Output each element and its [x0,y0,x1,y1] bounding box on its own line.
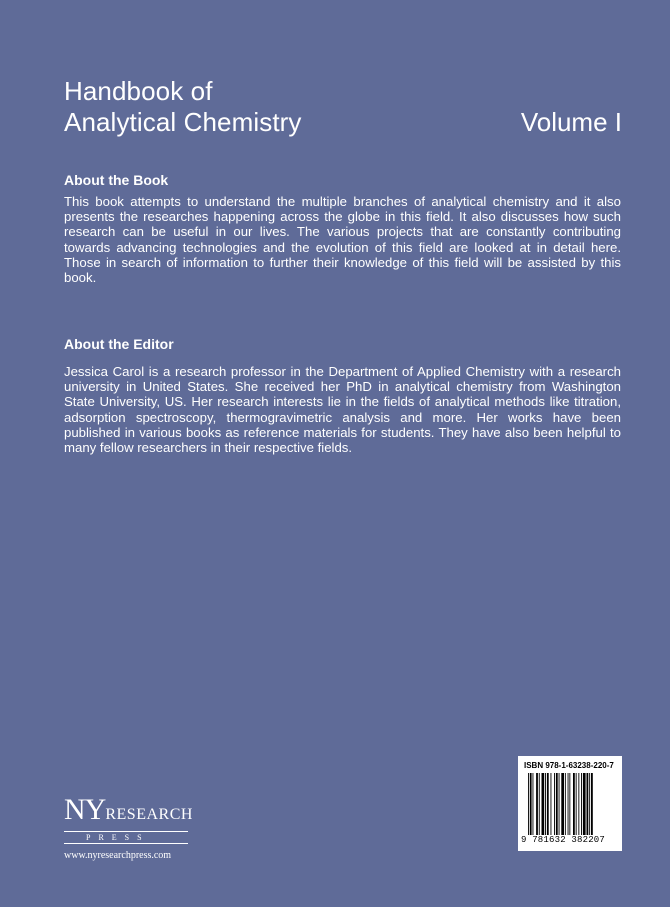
barcode-bar [573,773,575,835]
barcode-bar [591,773,593,835]
barcode-bar [533,773,534,835]
barcode-bar [589,773,590,835]
barcode-bar [559,773,560,835]
barcode-bar [547,773,549,835]
publisher-logo-ny: NY [64,793,106,826]
about-editor-heading: About the Editor [64,336,174,352]
barcode-bar [530,773,532,835]
publisher-logo-research: RESEARCH [105,806,193,823]
barcode-bar [542,773,545,835]
barcode-bar [536,773,538,835]
barcode-bar [583,773,586,835]
barcode-bar [561,773,564,835]
barcode-bar [581,773,582,835]
book-title [64,76,302,138]
volume-label: Volume I [520,107,622,137]
barcode-bar [565,773,566,835]
isbn-label: ISBN 978-1-63238-220-7 [524,761,614,770]
barcode-bar [554,773,555,835]
barcode-bar [578,773,579,835]
about-book-text: This book attempts to understand the multiple branches of analytical chemistry and it also presents the researches happening across the globe in this field. It also discusses how such research can be useful in our lives. The various projects that are constantly contributing towards advancing technologies and the evolution of this field are looked at in detail here. Those in search of information to further their knowledge of this field will be assisted by this book. [64,194,621,286]
barcode-bar [556,773,558,835]
barcode-bar [569,773,570,835]
about-editor-text: Jessica Carol is a research professor in the Department of Applied Chemistry with a research university in United States. She received her PhD in analytical chemistry from Washington State University, US. Her research interests lie in the fields of analytical methods like titration, adsorption spectroscopy, thermogravimetric analysis and more. Her works have been published in various books as reference materials for students. They have also been helpful to many fellow researchers in their respective fields. [64,364,621,456]
barcode-bars [528,773,616,835]
publisher-block [64,795,204,861]
book-title-line1: Handbook of [64,76,213,106]
publisher-rule-bottom [64,843,188,844]
barcode-bar [539,773,540,835]
isbn-barcode [518,756,622,851]
book-title-line2: Analytical Chemistry [64,107,302,137]
about-book-heading: About the Book [64,172,169,188]
barcode-digits: 9 781632 382207 [521,835,606,845]
barcode-bar [576,773,577,835]
publisher-logo [64,795,204,830]
publisher-rule-top [64,831,188,832]
barcode-bar [568,773,569,835]
barcode-bar [528,773,529,835]
publisher-logo-press: PRESS [86,833,150,842]
barcode-bar [545,773,546,835]
barcode-bar [587,773,589,835]
publisher-url: www.nyresearchpress.com [64,850,172,861]
barcode-bar [551,773,552,835]
